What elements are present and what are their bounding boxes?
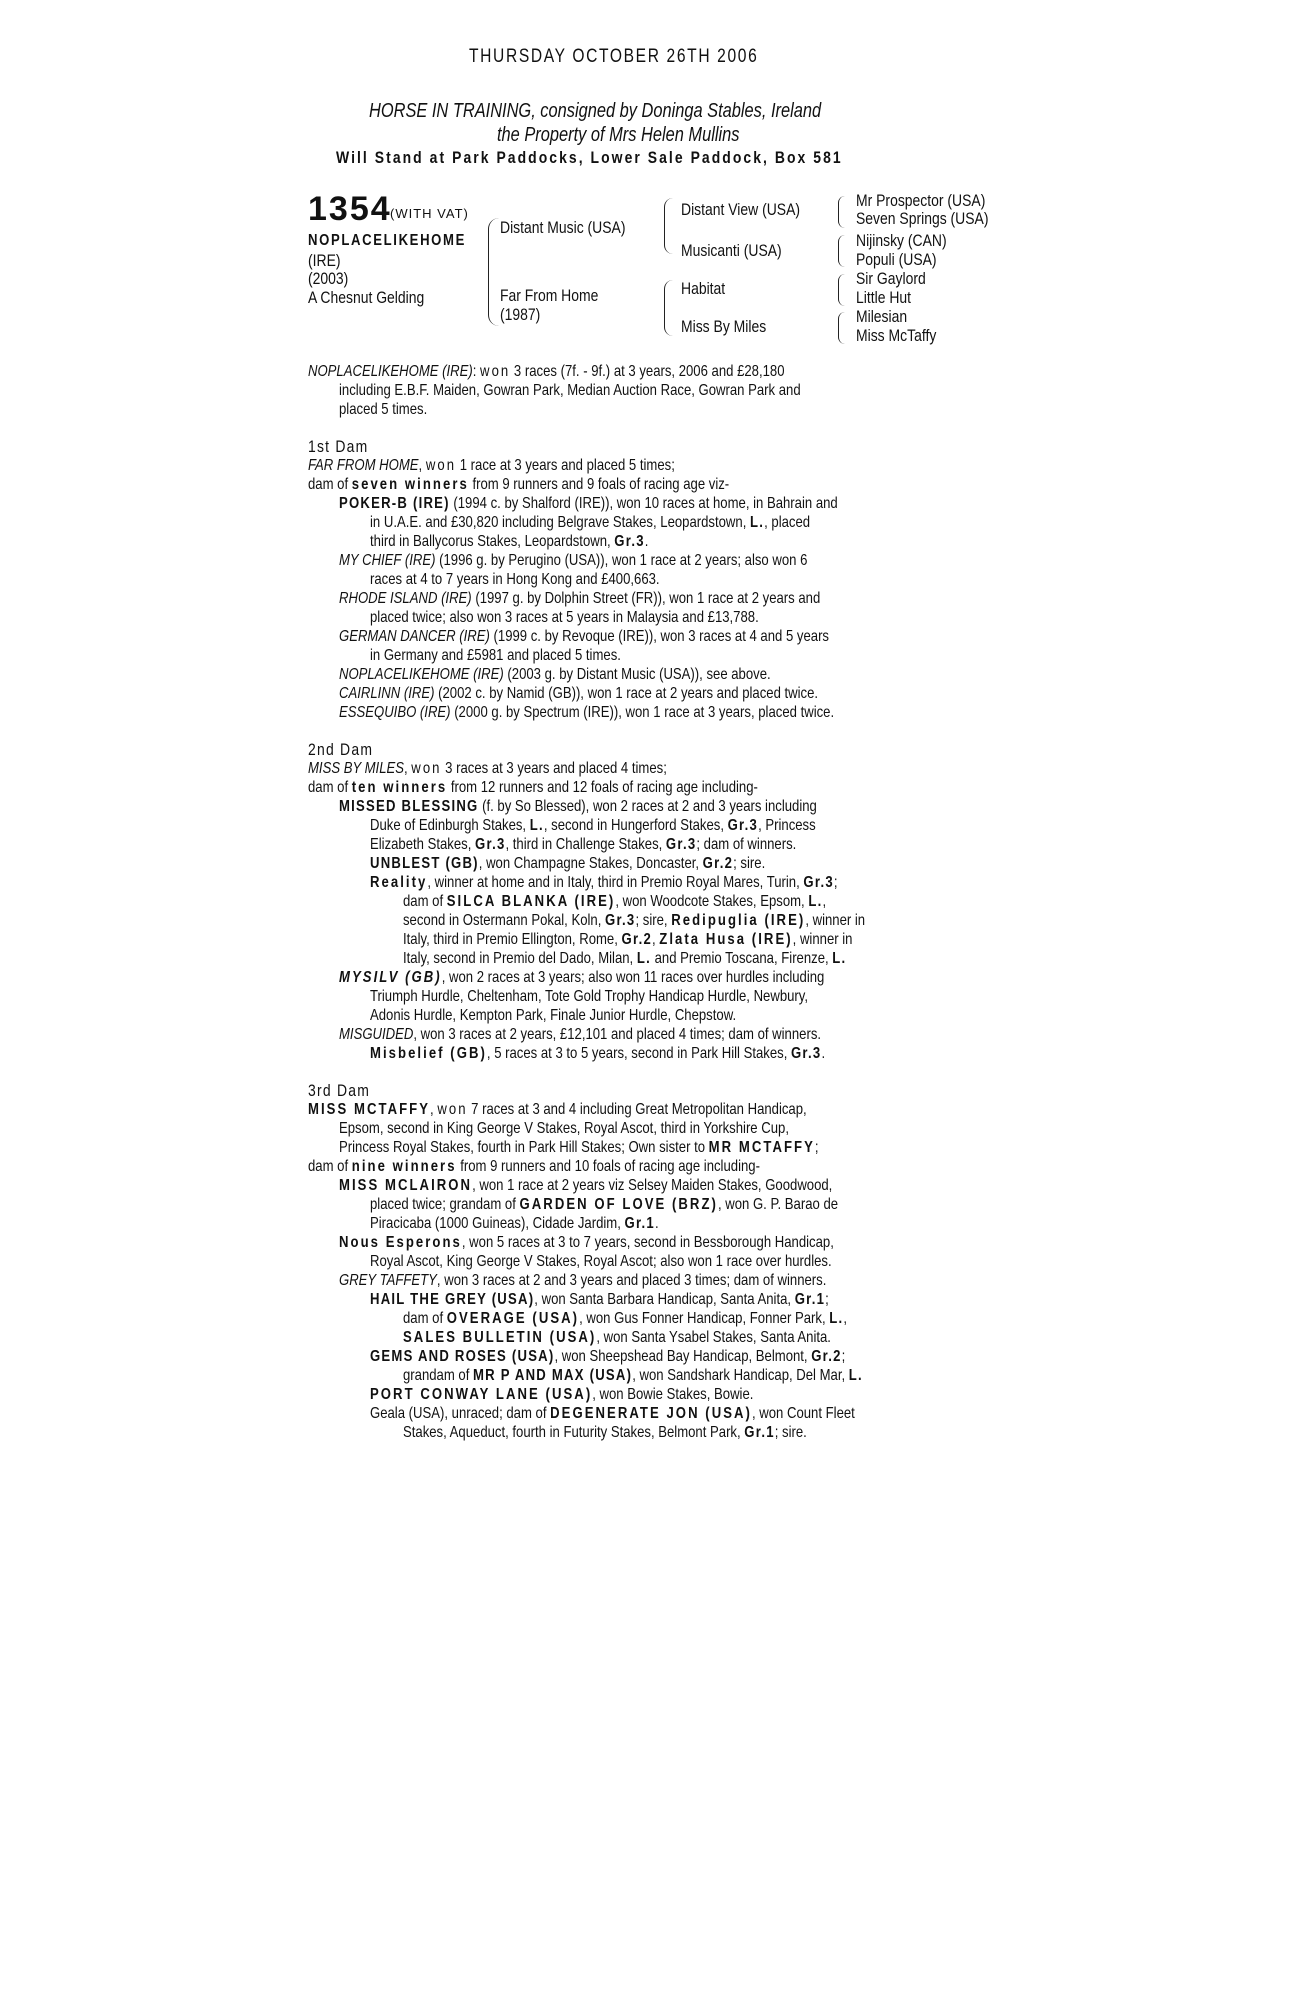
- summary-line: NOPLACELIKEHOME (IRE): won 3 races (7f. - 9f.) at 3 years, 2006 and £28,180: [308, 363, 785, 380]
- dam1-progeny: POKER-B (IRE) (1994 c. by Shalford (IRE)), won 10 races at home, in Bahrain and: [339, 495, 838, 512]
- dam2-progeny: second in Ostermann Pokal, Koln, Gr.3; sire, Redipuglia (IRE), winner in: [403, 912, 866, 929]
- pedigree-sire-sire: Distant View (USA): [681, 200, 801, 219]
- section-title-3rd-dam: 3rd Dam: [308, 1081, 371, 1100]
- pedigree-dam-sire: Habitat: [681, 279, 726, 298]
- vat-note: (WITH VAT): [390, 206, 469, 221]
- dam1-progeny: third in Ballycorus Stakes, Leopardstown, Gr.3.: [370, 533, 649, 550]
- dam3-progeny: Piracicaba (1000 Guineas), Cidade Jardim, Gr.1.: [370, 1215, 659, 1232]
- pedigree-gsire-3: Nijinsky (CAN): [856, 231, 947, 250]
- dam3-line: Princess Royal Stakes, fourth in Park Hill Stakes; Own sister to MR MCTAFFY;: [339, 1139, 819, 1156]
- dam3-progeny: Geala (USA), unraced; dam of DEGENERATE JON (USA), won Count Fleet: [370, 1405, 855, 1422]
- dam1-progeny: placed twice; also won 3 races at 5 years in Malaysia and £13,788.: [370, 609, 759, 626]
- horse-name: NOPLACELIKEHOME: [308, 232, 466, 249]
- dam1-progeny: races at 4 to 7 years in Hong Kong and £400,663.: [370, 571, 660, 588]
- dam2-progeny: dam of SILCA BLANKA (IRE), won Woodcote Stakes, Epsom, L.,: [403, 893, 827, 910]
- pedigree-dam-year: (1987): [500, 305, 541, 324]
- pedigree-gsire-4: Populi (USA): [856, 250, 937, 269]
- dam3-line: MISS MCTAFFY, won 7 races at 3 and 4 including Great Metropolitan Handicap,: [308, 1101, 807, 1118]
- dam3-progeny: dam of OVERAGE (USA), won Gus Fonner Handicap, Fonner Park, L.,: [403, 1310, 848, 1327]
- pedigree-dam: Far From Home: [500, 286, 599, 305]
- dam2-progeny: Reality, winner at home and in Italy, third in Premio Royal Mares, Turin, Gr.3;: [370, 874, 838, 891]
- pedigree-brace-g34: [838, 235, 845, 267]
- dam2-progeny: Elizabeth Stakes, Gr.3, third in Challenge Stakes, Gr.3; dam of winners.: [370, 836, 797, 853]
- dam2-progeny: Misbelief (GB), 5 races at 3 to 5 years, second in Park Hill Stakes, Gr.3.: [370, 1045, 826, 1062]
- property-line: the Property of Mrs Helen Mullins: [497, 124, 740, 146]
- dam3-progeny: MISS MCLAIRON, won 1 race at 2 years viz Selsey Maiden Stakes, Goodwood,: [339, 1177, 833, 1194]
- dam3-progeny: SALES BULLETIN (USA), won Santa Ysabel Stakes, Santa Anita.: [403, 1329, 831, 1346]
- dam1-progeny: NOPLACELIKEHOME (IRE) (2003 g. by Distant Music (USA)), see above.: [339, 666, 771, 683]
- dam3-line: dam of nine winners from 9 runners and 10 foals of racing age including-: [308, 1158, 760, 1175]
- dam3-progeny: Royal Ascot, King George V Stakes, Royal Ascot; also won 1 race over hurdles.: [370, 1253, 832, 1270]
- section-title-2nd-dam: 2nd Dam: [308, 740, 374, 759]
- dam2-progeny: UNBLEST (GB), won Champagne Stakes, Doncaster, Gr.2; sire.: [370, 855, 766, 872]
- horse-year: (2003): [308, 269, 349, 288]
- summary-line: including E.B.F. Maiden, Gowran Park, Median Auction Race, Gowran Park and: [339, 382, 801, 399]
- dam2-progeny: Adonis Hurdle, Kempton Park, Finale Junior Hurdle, Chepstow.: [370, 1007, 737, 1024]
- dam3-progeny: placed twice; grandam of GARDEN OF LOVE (BRZ), won G. P. Barao de: [370, 1196, 839, 1213]
- dam3-line: Epsom, second in King George V Stakes, Royal Ascot, third in Yorkshire Cup,: [339, 1120, 789, 1137]
- dam3-progeny: HAIL THE GREY (USA), won Santa Barbara Handicap, Santa Anita, Gr.1;: [370, 1291, 829, 1308]
- pedigree-brace-dam: [664, 280, 673, 336]
- pedigree-brace-sire: [664, 198, 673, 254]
- dam1-line: FAR FROM HOME, won 1 race at 3 years and placed 5 times;: [308, 457, 675, 474]
- lot-number: 1354: [308, 190, 392, 228]
- dam1-progeny: MY CHIEF (IRE) (1996 g. by Perugino (USA)), won 1 race at 2 years; also won 6: [339, 552, 808, 569]
- dam1-progeny: RHODE ISLAND (IRE) (1997 g. by Dolphin Street (FR)), won 1 race at 2 years and: [339, 590, 821, 607]
- dam2-progeny: Italy, second in Premio del Dado, Milan, L. and Premio Toscana, Firenze, L.: [403, 950, 847, 967]
- dam2-line: MISS BY MILES, won 3 races at 3 years and placed 4 times;: [308, 760, 667, 777]
- dam1-progeny: CAIRLINN (IRE) (2002 c. by Namid (GB)), won 1 race at 2 years and placed twice.: [339, 685, 819, 702]
- pedigree-gsire-1: Mr Prospector (USA): [856, 191, 986, 210]
- dam2-progeny: MISSED BLESSING (f. by So Blessed), won 2 races at 2 and 3 years including: [339, 798, 817, 815]
- horse-country: (IRE): [308, 251, 341, 270]
- dam2-progeny: Duke of Edinburgh Stakes, L., second in Hungerford Stakes, Gr.3, Princess: [370, 817, 816, 834]
- pedigree-gsire-5: Sir Gaylord: [856, 269, 926, 288]
- dam3-progeny: GEMS AND ROSES (USA), won Sheepshead Bay Handicap, Belmont, Gr.2;: [370, 1348, 846, 1365]
- pedigree-brace-main: [488, 218, 499, 326]
- dam2-progeny: MYSILV (GB), won 2 races at 3 years; also won 11 races over hurdles including: [339, 969, 825, 986]
- sale-date: THURSDAY OCTOBER 26TH 2006: [468, 46, 758, 67]
- summary-line: placed 5 times.: [339, 401, 428, 418]
- pedigree-gsire-2: Seven Springs (USA): [856, 209, 989, 228]
- dam3-progeny: Stakes, Aqueduct, fourth in Futurity Stakes, Belmont Park, Gr.1; sire.: [403, 1424, 807, 1441]
- dam1-progeny: GERMAN DANCER (IRE) (1999 c. by Revoque (IRE)), won 3 races at 4 and 5 years: [339, 628, 830, 645]
- dam2-progeny: Triumph Hurdle, Cheltenham, Tote Gold Trophy Handicap Hurdle, Newbury,: [370, 988, 809, 1005]
- pedigree-brace-g12: [838, 196, 845, 228]
- pedigree-gsire-6: Little Hut: [856, 288, 912, 307]
- pedigree-sire: Distant Music (USA): [500, 218, 626, 237]
- stand-line: Will Stand at Park Paddocks, Lower Sale Paddock, Box 581: [336, 148, 843, 167]
- dam1-line: dam of seven winners from 9 runners and 9 foals of racing age viz-: [308, 476, 730, 493]
- pedigree-brace-g56: [838, 274, 845, 306]
- pedigree-sire-dam: Musicanti (USA): [681, 241, 782, 260]
- dam3-progeny: PORT CONWAY LANE (USA), won Bowie Stakes, Bowie.: [370, 1386, 754, 1403]
- pedigree-dam-dam: Miss By Miles: [681, 317, 767, 336]
- pedigree-brace-g78: [838, 312, 845, 344]
- dam3-progeny: Nous Esperons, won 5 races at 3 to 7 years, second in Bessborough Handicap,: [339, 1234, 834, 1251]
- dam1-progeny: ESSEQUIBO (IRE) (2000 g. by Spectrum (IRE)), won 1 race at 3 years, placed twice.: [339, 704, 835, 721]
- dam1-progeny: in U.A.E. and £30,820 including Belgrave Stakes, Leopardstown, L., placed: [370, 514, 811, 531]
- dam3-progeny: grandam of MR P AND MAX (USA), won Sandshark Handicap, Del Mar, L.: [403, 1367, 863, 1384]
- section-title-1st-dam: 1st Dam: [308, 437, 369, 456]
- dam3-progeny: GREY TAFFETY, won 3 races at 2 and 3 years and placed 3 times; dam of winners.: [339, 1272, 827, 1289]
- pedigree-gsire-7: Milesian: [856, 307, 908, 326]
- dam2-progeny: MISGUIDED, won 3 races at 2 years, £12,101 and placed 4 times; dam of winners.: [339, 1026, 822, 1043]
- pedigree-gsire-8: Miss McTaffy: [856, 326, 937, 345]
- dam2-line: dam of ten winners from 12 runners and 12 foals of racing age including-: [308, 779, 758, 796]
- consignment-line: HORSE IN TRAINING, consigned by Doninga Stables, Ireland: [369, 100, 822, 122]
- dam1-progeny: in Germany and £5981 and placed 5 times.: [370, 647, 621, 664]
- horse-description: A Chesnut Gelding: [308, 288, 425, 307]
- dam2-progeny: Italy, third in Premio Ellington, Rome, Gr.2, Zlata Husa (IRE), winner in: [403, 931, 853, 948]
